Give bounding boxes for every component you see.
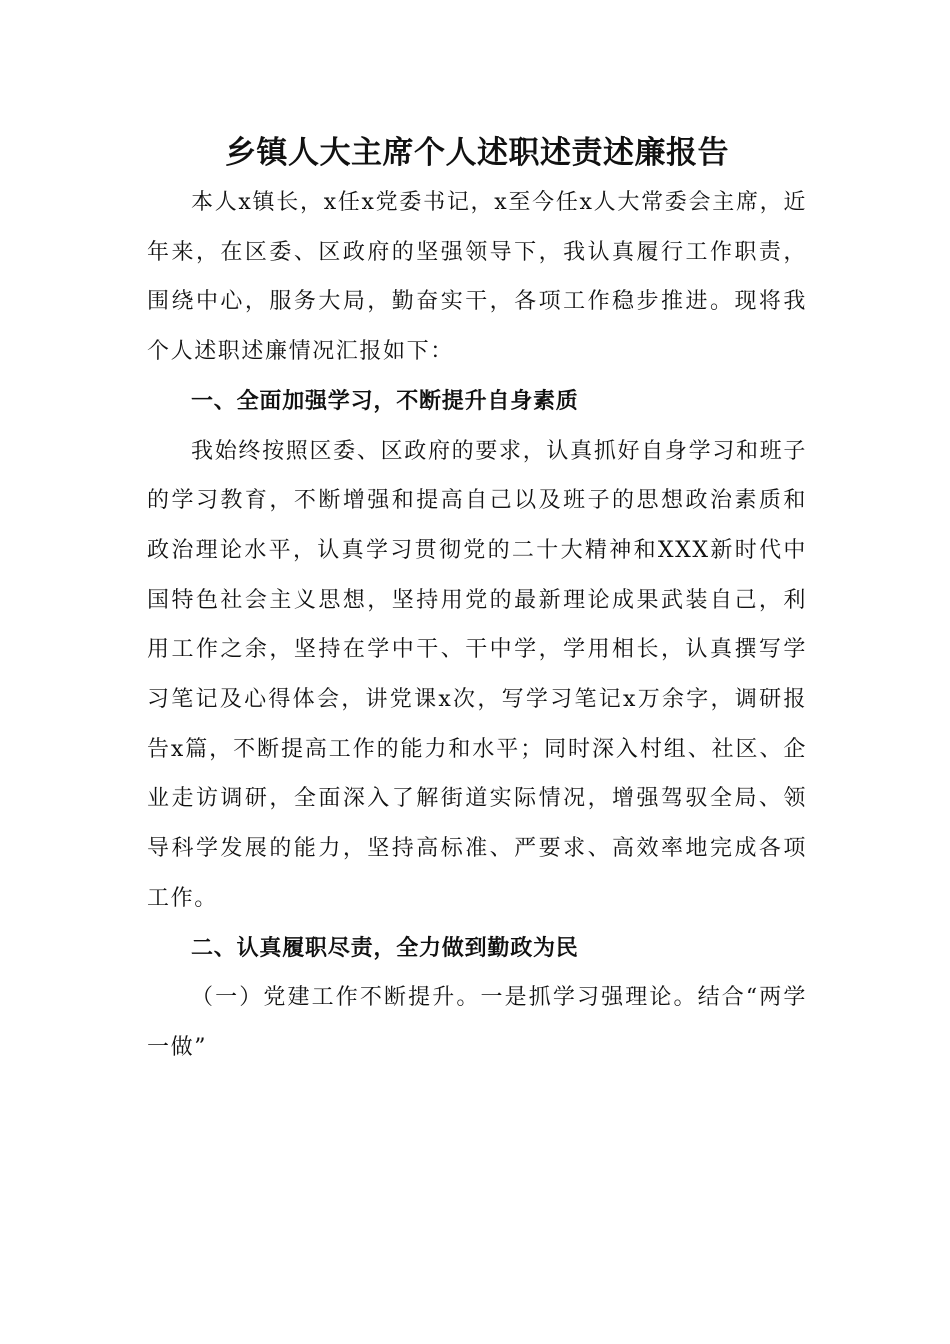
- document-content: [147, 128, 807, 1073]
- intro-paragraph: 本人x镇长，x任x党委书记，x至今任x人大常委会主席，近年来，在区委、区政府的坚强领导下，我认真履行工作职责，围绕中心，服务大局，勤奋实干，各项工作稳步推进。现将我个人述职述廉情况汇报如下：: [147, 190, 807, 365]
- section-2-heading: 二、认真履职尽责，全力做到勤政为民: [191, 935, 579, 961]
- section-2-paragraph: （一）党建工作不断提升。一是抓学习强理论。结合“两学一做”: [147, 985, 807, 1060]
- document-title: 乡镇人大主席个人述职述责述廉报告: [225, 135, 729, 171]
- section-1-paragraph: 我始终按照区委、区政府的要求，认真抓好自身学习和班子的学习教育，不断增强和提高自己以及班子的思想政治素质和政治理论水平，认真学习贯彻党的二十大精神和XXX新时代中国特色社会主义思想，坚持用党的最新理论成果武装自己，利用工作之余，坚持在学中干、干中学，学用相长，认真撰写学习笔记及心得体会，讲党课x次，写学习笔记x万余字，调研报告x篇，不断提高工作的能力和水平；同时深入村组、社区、企业走访调研，全面深入了解街道实际情况，增强驾驭全局、领导科学发展的能力，坚持高标准、严要求、高效率地完成各项工作。: [147, 438, 807, 911]
- section-1-heading: 一、全面加强学习，不断提升自身素质: [191, 388, 579, 414]
